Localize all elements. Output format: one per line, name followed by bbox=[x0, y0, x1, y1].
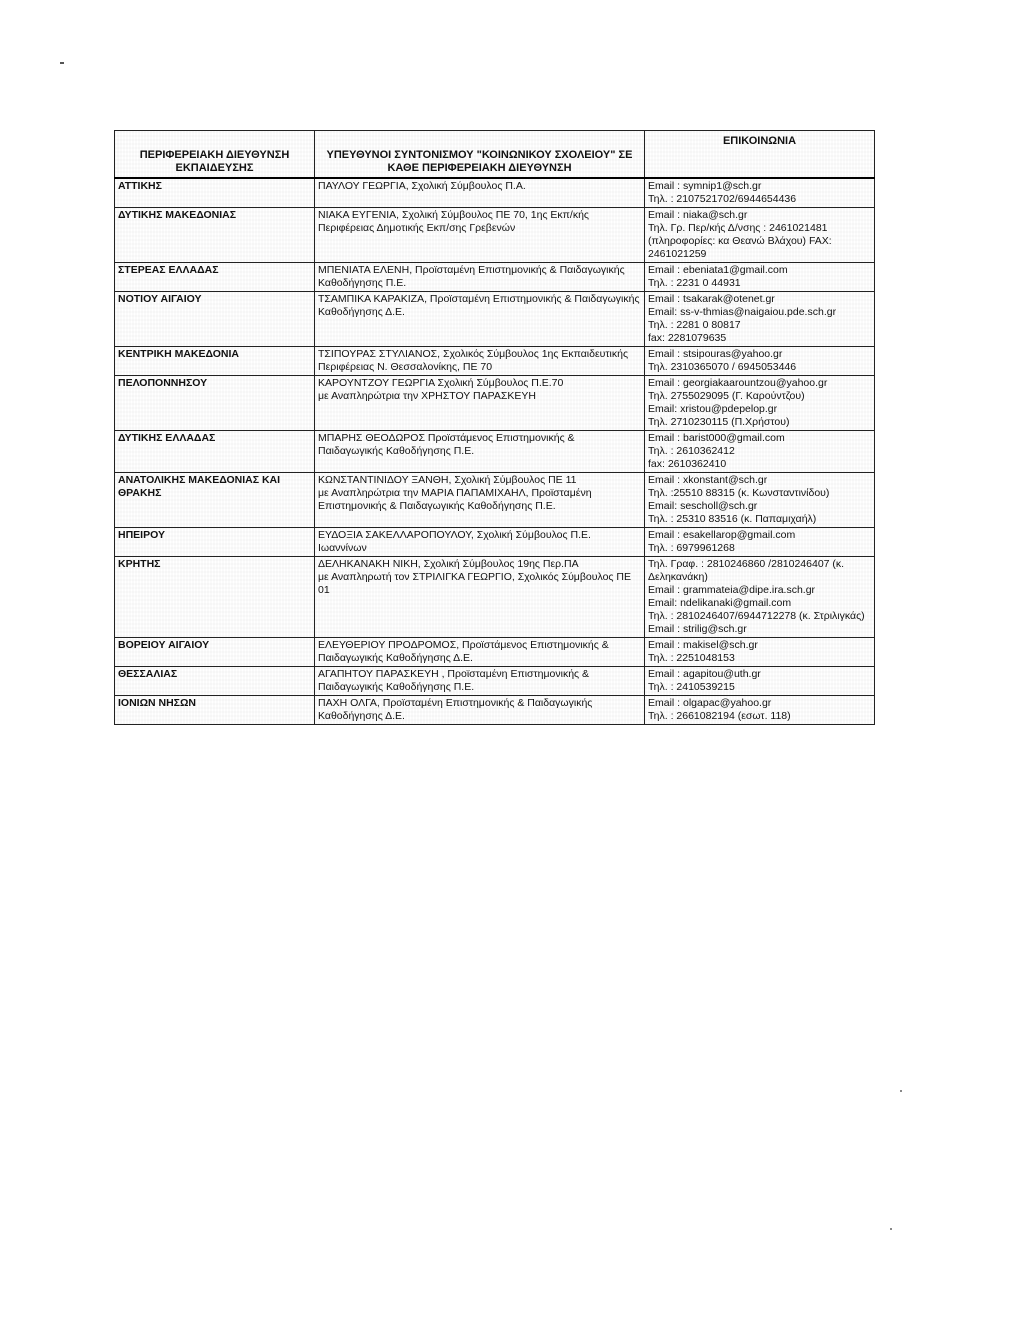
coordinator-line: με Αναπληρώτρια την ΜΑΡΙΑ ΠΑΠΑΜΙΧΑΗΛ, Προϊσταμένη Επιστημονικής & Παιδαγωγικής Καθοδήγησης Π.Ε. bbox=[318, 487, 592, 512]
contact-line: Τηλ. : 2281 0 80817 bbox=[648, 319, 741, 331]
table-row bbox=[115, 292, 875, 347]
contact-line: Τηλ. Γραφ. : 2810246860 /2810246407 (κ. Δεληκανάκη) bbox=[648, 558, 845, 583]
coordinator-cell bbox=[315, 557, 645, 638]
coordinator-cell bbox=[315, 263, 645, 292]
contact-line: Τηλ. 2710230115 (Π.Χρήστου) bbox=[648, 416, 790, 428]
header-coordinator: ΥΠΕΥΘΥΝΟΙ ΣΥΝΤΟΝΙΣΜΟΥ "ΚΟΙΝΩΝΙΚΟΥ ΣΧΟΛΕΙΟΥ" ΣΕ ΚΑΘΕ ΠΕΡΙΦΕΡΕΙΑΚΗ ΔΙΕΥΘΥΝΣΗ bbox=[315, 131, 645, 179]
scan-speck bbox=[60, 62, 64, 64]
coordinator-line: ΕΛΕΥΘΕΡΙΟΥ ΠΡΟΔΡΟΜΟΣ, Προϊστάμενος Επιστημονικής & Παιδαγωγικής Καθοδήγησης Δ.Ε. bbox=[318, 639, 609, 664]
contact-line: Τηλ. : 2231 0 44931 bbox=[648, 277, 741, 289]
contact-line: Τηλ. : 2661082194 (εσωτ. 118) bbox=[648, 710, 791, 722]
coordinator-line: ΠΑΧΗ ΟΛΓΑ, Προϊσταμένη Επιστημονικής & Παιδαγωγικής Καθοδήγησης Δ.Ε. bbox=[318, 697, 593, 722]
coordinator-line: ΚΑΡΟΥΝΤΖΟΥ ΓΕΩΡΓΙΑ Σχολική Σύμβουλος Π.Ε.70 bbox=[318, 377, 564, 389]
contact-line: Τηλ. : 2810246407/6944712278 (κ. Στριλιγκάς) bbox=[648, 610, 865, 622]
contact-line: Τηλ. : 2410539215 bbox=[648, 681, 735, 693]
table-row bbox=[115, 347, 875, 376]
coordinator-line: με Αναπληρωτή τον ΣΤΡΙΛΙΓΚΑ ΓΕΩΡΓΙΟ, Σχολικός Σύμβουλος ΠΕ 01 bbox=[318, 571, 631, 596]
contact-line: fax: 2281079635 bbox=[648, 332, 727, 344]
contact-line: Email : grammateia@dipe.ira.sch.gr bbox=[648, 584, 816, 596]
contact-cell bbox=[645, 696, 875, 725]
contact-cell bbox=[645, 208, 875, 263]
region-cell: ΔΥΤΙΚΗΣ ΕΛΛΑΔΑΣ bbox=[115, 431, 315, 473]
table-header-row bbox=[115, 131, 875, 179]
region-cell: ΝΟΤΙΟΥ ΑΙΓΑΙΟΥ bbox=[115, 292, 315, 347]
table-row bbox=[115, 431, 875, 473]
scan-speck bbox=[900, 1090, 902, 1092]
contact-line: Τηλ. 2310365070 / 6945053446 bbox=[648, 361, 797, 373]
contact-cell bbox=[645, 263, 875, 292]
region-cell: ΠΕΛΟΠΟΝΝΗΣΟΥ bbox=[115, 376, 315, 431]
contact-line: Email : barist000@gmail.com bbox=[648, 432, 785, 444]
contact-cell bbox=[645, 292, 875, 347]
contact-cell bbox=[645, 528, 875, 557]
coordinator-cell bbox=[315, 528, 645, 557]
contact-line: Email : georgiakaarountzou@yahoo.gr bbox=[648, 377, 828, 389]
contact-line: Email : makisel@sch.gr bbox=[648, 639, 758, 651]
table-body bbox=[115, 178, 875, 725]
contact-line: Email : xkonstant@sch.gr bbox=[648, 474, 768, 486]
contact-cell bbox=[645, 638, 875, 667]
coordinator-line: ΤΣΑΜΠΙΚΑ ΚΑΡΑΚΙΖΑ, Προϊσταμένη Επιστημονικής & Παιδαγωγικής Καθοδήγησης Δ.Ε. bbox=[318, 293, 640, 318]
region-cell: ΚΕΝΤΡΙΚΗ ΜΑΚΕΔΟΝΙΑ bbox=[115, 347, 315, 376]
contact-line: Email : symnip1@sch.gr bbox=[648, 180, 762, 192]
contact-line: Email : niaka@sch.gr bbox=[648, 209, 748, 221]
coordinator-line: ΤΣΙΠΟΥΡΑΣ ΣΤΥΛΙΑΝΟΣ, Σχολικός Σύμβουλος 1ης Εκπαιδευτικής Περιφέρειας Ν. Θεσσαλονίκης, ΠΕ 70 bbox=[318, 348, 629, 373]
coordinator-cell bbox=[315, 473, 645, 528]
contact-line: Τηλ. : 6979961268 bbox=[648, 542, 735, 554]
header-region: ΠΕΡΙΦΕΡΕΙΑΚΗ ΔΙΕΥΘΥΝΣΗ ΕΚΠΑΙΔΕΥΣΗΣ bbox=[115, 131, 315, 179]
table-row bbox=[115, 696, 875, 725]
contact-line: Email: ss-v-thmias@naigaiou.pde.sch.gr bbox=[648, 306, 837, 318]
contact-line: Email: ndelikanaki@gmail.com bbox=[648, 597, 792, 609]
table-row bbox=[115, 208, 875, 263]
contact-line: Τηλ. 2755029095 (Γ. Καρούντζου) bbox=[648, 390, 805, 402]
region-cell: ΘΕΣΣΑΛΙΑΣ bbox=[115, 667, 315, 696]
contact-line: Τηλ. : 25310 83516 (κ. Παπαμιχαήλ) bbox=[648, 513, 817, 525]
contact-line: Τηλ. Γρ. Περ/κής Δ/νσης : 2461021481 (πληροφορίες: κα Θεανώ Βλάχου) FAX: 2461021259 bbox=[648, 222, 832, 260]
coordinator-cell bbox=[315, 431, 645, 473]
contact-cell bbox=[645, 376, 875, 431]
coordinator-line: ΝΙΑΚΑ ΕΥΓΕΝΙΑ, Σχολική Σύμβουλος ΠΕ 70, 1ης Εκπ/κής Περιφέρειας Δημοτικής Εκπ/σης Γρεβενών bbox=[318, 209, 589, 234]
contact-line: Τηλ. : 2251048153 bbox=[648, 652, 735, 664]
table-row bbox=[115, 638, 875, 667]
coordinator-cell bbox=[315, 667, 645, 696]
table-row bbox=[115, 667, 875, 696]
table-row bbox=[115, 528, 875, 557]
header-contact: ΕΠΙΚΟΙΝΩΝΙΑ bbox=[645, 131, 875, 179]
region-cell: ΚΡΗΤΗΣ bbox=[115, 557, 315, 638]
contact-cell bbox=[645, 431, 875, 473]
table-row bbox=[115, 178, 875, 208]
contact-line: Email : strilig@sch.gr bbox=[648, 623, 747, 635]
table-row bbox=[115, 473, 875, 528]
scan-speck bbox=[890, 1228, 892, 1230]
coordinator-line: ΕΥΔΟΞΙΑ ΣΑΚΕΛΛΑΡΟΠΟΥΛΟΥ, Σχολική Σύμβουλος Π.Ε. Ιωαννίνων bbox=[318, 529, 591, 554]
coordinators-table bbox=[114, 130, 875, 725]
contact-cell bbox=[645, 667, 875, 696]
contact-line: Email : tsakarak@otenet.gr bbox=[648, 293, 775, 305]
coordinator-line: με Αναπληρώτρια την ΧΡΗΣΤΟΥ ΠΑΡΑΣΚΕΥΗ bbox=[318, 390, 536, 402]
contact-cell bbox=[645, 557, 875, 638]
table-row bbox=[115, 557, 875, 638]
coordinator-cell bbox=[315, 696, 645, 725]
coordinator-cell bbox=[315, 347, 645, 376]
region-cell: ΒΟΡΕΙΟΥ ΑΙΓΑΙΟΥ bbox=[115, 638, 315, 667]
table-row bbox=[115, 376, 875, 431]
contact-line: Τηλ. :25510 88315 (κ. Κωνσταντινίδου) bbox=[648, 487, 830, 499]
region-cell: ΗΠΕΙΡΟΥ bbox=[115, 528, 315, 557]
coordinator-cell bbox=[315, 178, 645, 208]
coordinator-cell bbox=[315, 376, 645, 431]
contact-line: Email : agapitou@uth.gr bbox=[648, 668, 761, 680]
region-cell: ΔΥΤΙΚΗΣ ΜΑΚΕΔΟΝΙΑΣ bbox=[115, 208, 315, 263]
contact-cell bbox=[645, 178, 875, 208]
contact-line: Email: xristou@pdepelop.gr bbox=[648, 403, 778, 415]
contact-line: Email: sescholl@sch.gr bbox=[648, 500, 758, 512]
contact-line: Email : ebeniata1@gmail.com bbox=[648, 264, 788, 276]
region-cell: ΑΝΑΤΟΛΙΚΗΣ ΜΑΚΕΔΟΝΙΑΣ ΚΑΙ ΘΡΑΚΗΣ bbox=[115, 473, 315, 528]
coordinator-line: ΑΓΑΠΗΤΟΥ ΠΑΡΑΣΚΕΥΗ , Προϊσταμένη Επιστημονικής & Παιδαγωγικής Καθοδήγησης Π.Ε. bbox=[318, 668, 590, 693]
coordinator-cell bbox=[315, 292, 645, 347]
table-row bbox=[115, 263, 875, 292]
coordinator-cell bbox=[315, 208, 645, 263]
coordinator-line: ΚΩΝΣΤΑΝΤΙΝΙΔΟΥ ΞΑΝΘΗ, Σχολική Σύμβουλος ΠΕ 11 bbox=[318, 474, 577, 486]
coordinator-line: ΜΠΕΝΙΑΤΑ ΕΛΕΝΗ, Προϊσταμένη Επιστημονικής & Παιδαγωγικής Καθοδήγησης Π.Ε. bbox=[318, 264, 625, 289]
region-cell: ΑΤΤΙΚΗΣ bbox=[115, 178, 315, 208]
contact-line: Τηλ. : 2107521702/6944654436 bbox=[648, 193, 797, 205]
contact-line: Email : esakellarop@gmail.com bbox=[648, 529, 796, 541]
contact-line: Email : stsipouras@yahoo.gr bbox=[648, 348, 783, 360]
coordinator-line: ΠΑΥΛΟΥ ΓΕΩΡΓΙΑ, Σχολική Σύμβουλος Π.Α. bbox=[318, 180, 526, 192]
contact-line: fax: 2610362410 bbox=[648, 458, 727, 470]
contact-cell bbox=[645, 347, 875, 376]
coordinator-line: ΔΕΛΗΚΑΝΑΚΗ ΝΙΚΗ, Σχολική Σύμβουλος 19ης Περ.ΠΑ bbox=[318, 558, 579, 570]
contact-line: Email : olgapac@yahoo.gr bbox=[648, 697, 772, 709]
contact-line: Τηλ. : 2610362412 bbox=[648, 445, 735, 457]
coordinator-cell bbox=[315, 638, 645, 667]
region-cell: ΣΤΕΡΕΑΣ ΕΛΛΑΔΑΣ bbox=[115, 263, 315, 292]
coordinator-line: ΜΠΑΡΗΣ ΘΕΟΔΩΡΟΣ Προϊστάμενος Επιστημονικής & Παιδαγωγικής Καθοδήγησης Π.Ε. bbox=[318, 432, 575, 457]
region-cell: ΙΟΝΙΩΝ ΝΗΣΩΝ bbox=[115, 696, 315, 725]
contact-cell bbox=[645, 473, 875, 528]
